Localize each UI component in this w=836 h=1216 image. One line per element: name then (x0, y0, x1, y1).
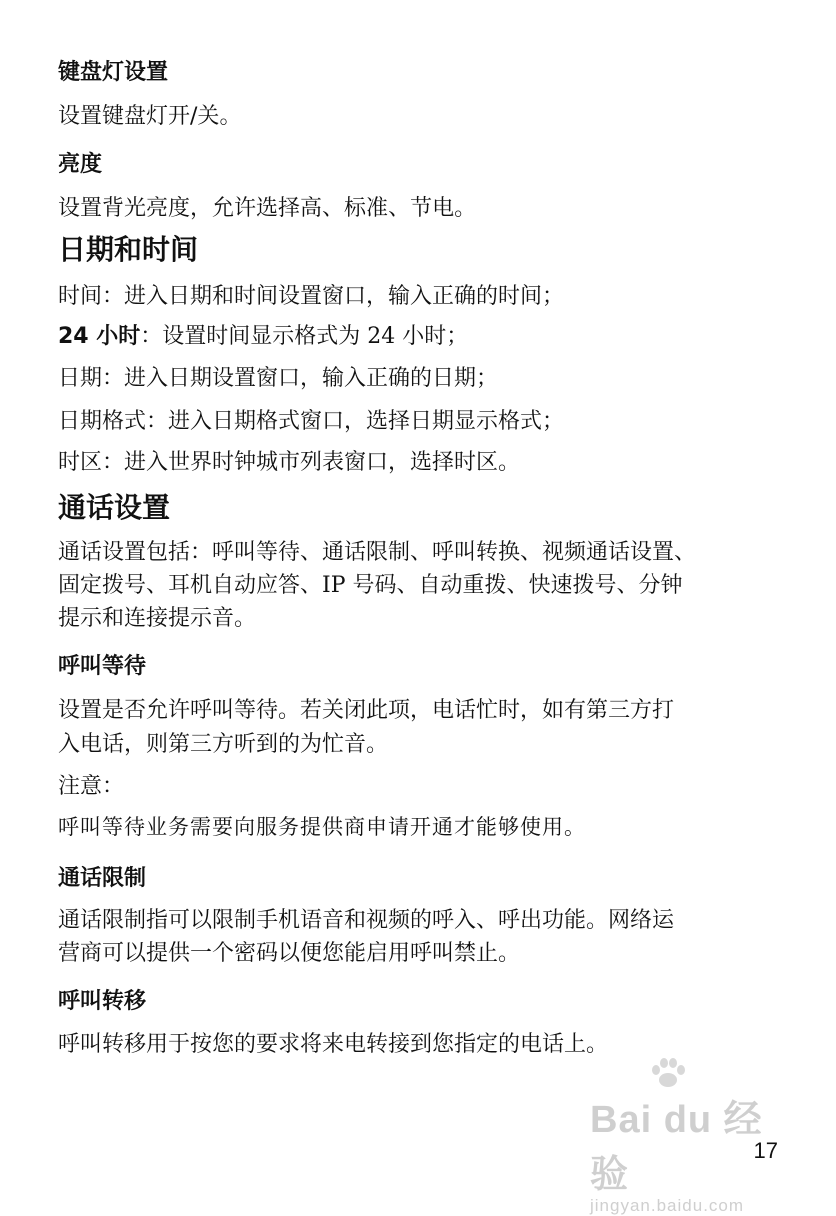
watermark-url: jingyan.baidu.com (590, 1196, 745, 1215)
brightness-option-saving: 节电 (410, 196, 455, 221)
note-label: 注意： (58, 774, 125, 799)
keyboard-light-description: 设置键盘灯开/关。 (58, 104, 242, 129)
section-heading-date-time: 日期和时间 (58, 233, 199, 266)
brightness-description: 设置背光亮度，允许选择高、标准、节电。 (58, 196, 477, 221)
call-forward-line: 呼叫转移用于按您的要求将来电转接到您指定的电话上。 (58, 1032, 609, 1057)
call-settings-line: 通话设置包括：呼叫等待、通话限制、呼叫转换、视频通话设置、 (58, 540, 697, 565)
call-settings-line: 提示和连接提示音。 (58, 606, 257, 631)
call-waiting-line: 入电话，则第三方听到的为忙音。 (58, 732, 389, 757)
on-off-option: 开/关 (168, 104, 220, 129)
datetime-item: 日期格式：进入日期格式窗口，选择日期显示格式； (58, 409, 565, 434)
datetime-item: 时间：进入日期和时间设置窗口，输入正确的时间； (58, 284, 565, 309)
note-text: 呼叫等待业务需要向服务提供商申请开通才能够使用。 (58, 815, 586, 839)
call-barring-line: 通话限制指可以限制手机语音和视频的呼入、呼出功能。网络运 (58, 908, 675, 933)
section-heading-call-barring: 通话限制 (58, 866, 147, 891)
paw-icon (648, 1058, 688, 1088)
call-barring-line: 营商可以提供一个密码以便您能启用呼叫禁止。 (58, 941, 521, 966)
page-number: 17 (753, 1138, 778, 1163)
datetime-item: 24 小时：设置时间显示格式为 24 小时； (58, 324, 469, 349)
call-settings-line: 固定拨号、耳机自动应答、IP 号码、自动重拨、快速拨号、分钟 (58, 573, 683, 598)
section-heading-keyboard-light: 键盘灯设置 (58, 60, 169, 85)
watermark-logo-text: Bai du 经验 (590, 1099, 763, 1196)
datetime-item: 日期：进入日期设置窗口，输入正确的日期； (58, 366, 499, 391)
section-heading-call-settings: 通话设置 (58, 491, 171, 524)
section-heading-call-forward: 呼叫转移 (58, 989, 147, 1014)
datetime-item: 时区：进入世界时钟城市列表窗口，选择时区。 (58, 450, 521, 475)
section-heading-brightness: 亮度 (58, 152, 103, 177)
brightness-option-high: 高 (300, 196, 323, 221)
call-waiting-line: 设置是否允许呼叫等待。若关闭此项，电话忙时，如有第三方打 (58, 698, 675, 723)
brightness-option-standard: 标准 (344, 196, 389, 221)
section-heading-call-waiting: 呼叫等待 (58, 654, 147, 679)
